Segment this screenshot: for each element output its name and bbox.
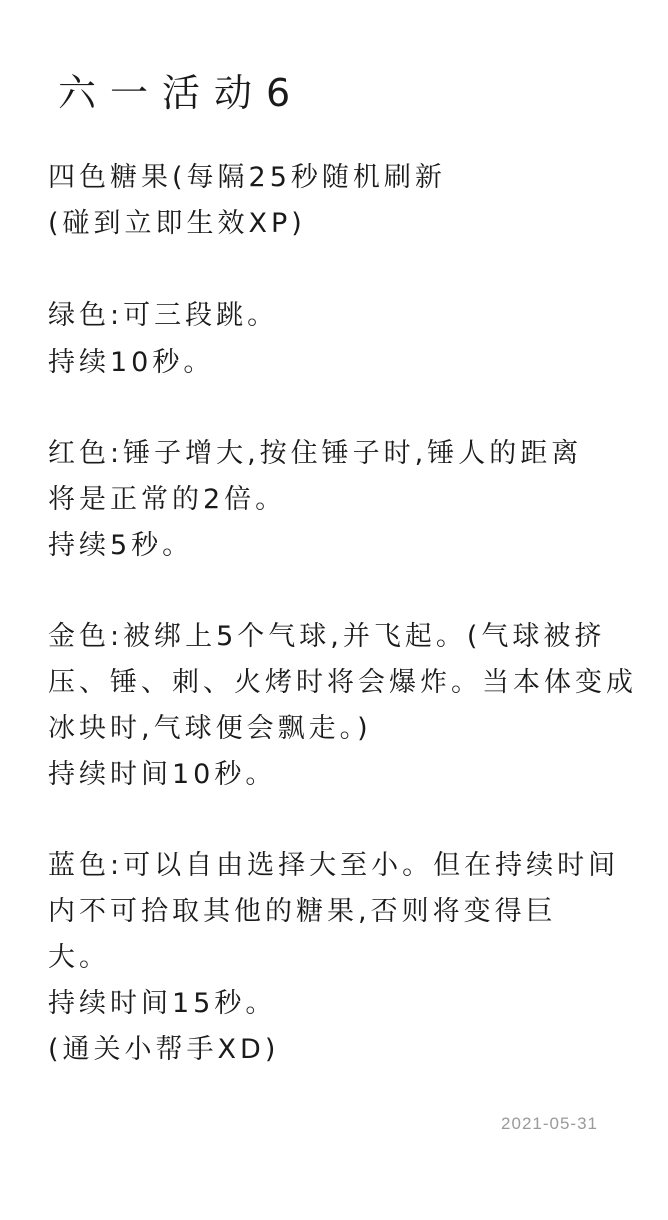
note-line: 压、锤、刺、火烤时将会爆炸。当本体变成 — [48, 667, 637, 698]
note-line: 持续5秒。 — [48, 530, 194, 561]
note-line: 金色:被绑上5个气球,并飞起。(气球被挤 — [48, 621, 606, 652]
note-line: 将是正常的2倍。 — [48, 484, 287, 515]
note-line: 四色糖果(每隔25秒随机刷新 — [48, 162, 446, 193]
note-line: (碰到立即生效XP) — [48, 208, 306, 239]
note-line: 绿色:可三段跳。 — [48, 300, 279, 331]
note-line: 蓝色:可以自由选择大至小。但在持续时间 — [48, 850, 620, 881]
note-line: 持续10秒。 — [48, 347, 215, 378]
note-line: (通关小帮手XD) — [48, 1034, 280, 1065]
note-line: 红色:锤子增大,按住锤子时,锤人的距离 — [48, 438, 583, 469]
note-line: 持续时间15秒。 — [48, 988, 277, 1019]
note-line: 内不可拾取其他的糖果,否则将变得巨 — [48, 896, 557, 927]
note-date: 2021-05-31 — [501, 1114, 598, 1133]
note-line: 冰块时,气球便会飘走。) — [48, 713, 372, 744]
note-title: 六一活动6 — [58, 71, 305, 115]
note-line: 大。 — [48, 942, 110, 973]
note-line: 持续时间10秒。 — [48, 759, 277, 790]
